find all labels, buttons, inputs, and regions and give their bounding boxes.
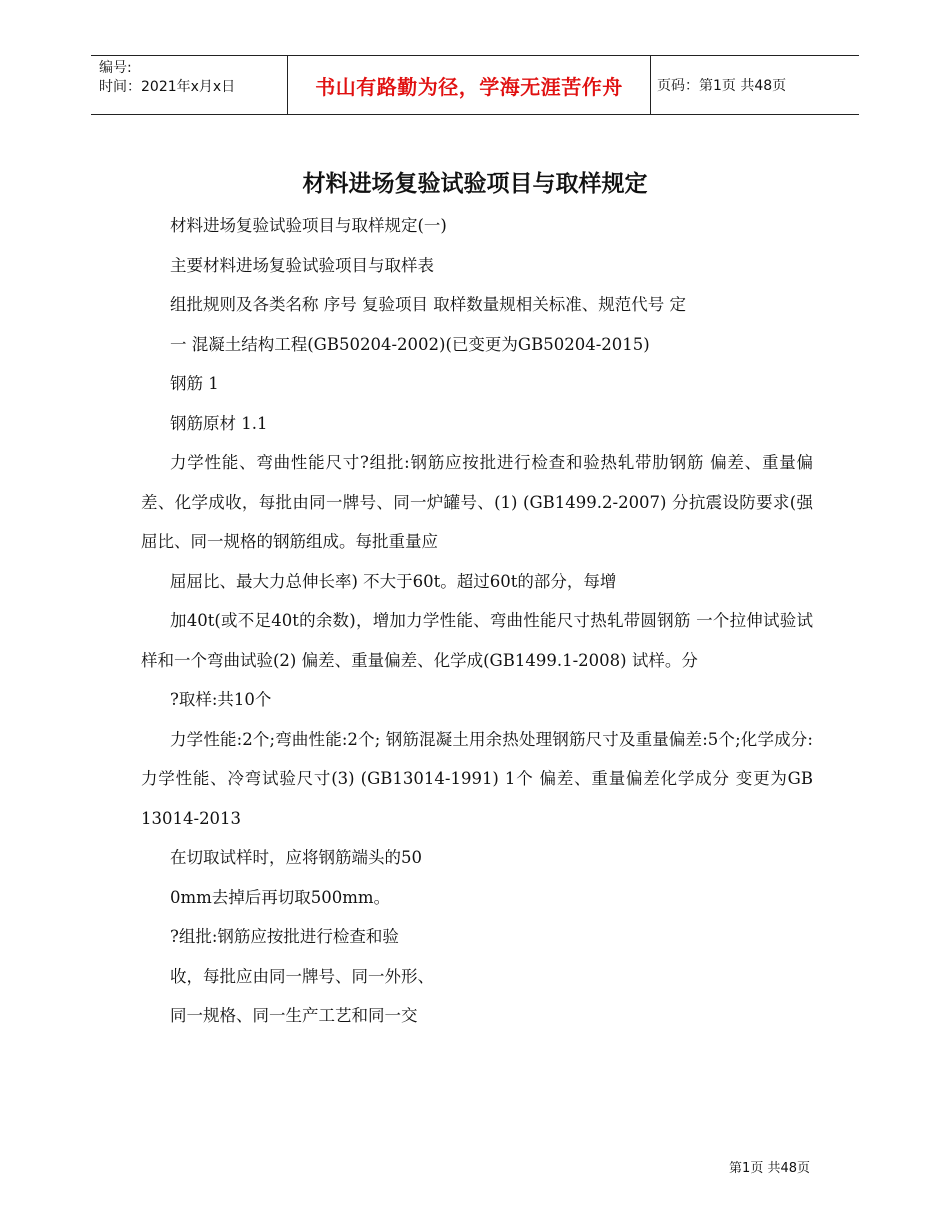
paragraph: 屈屈比、最大力总伸长率) 不大于60t。超过60t的部分，每增 xyxy=(170,571,617,591)
paragraph: 力学性能、弯曲性能尺寸?组批:钢筋应按批进行检查和验热轧带肋钢筋 偏差、重量偏差、化学成收，每批由同一牌号、同一炉罐号、(1) (GB1499.2-2007) 分抗震设防要求(强屈比、同一规格的钢筋组成。每批重量应 xyxy=(141,453,813,551)
paragraph: 钢筋原材 1.1 xyxy=(170,413,268,433)
header-motto: 书山有路勤为径，学海无涯苦作舟 xyxy=(315,74,623,99)
document-time-label: 时间：2021年x月x日 xyxy=(99,79,236,95)
paragraph: 主要材料进场复验试验项目与取样表 xyxy=(170,255,434,275)
paragraph: 力学性能:2个;弯曲性能:2个; 钢筋混凝土用余热处理钢筋尺寸及重量偏差:5个;化学成分:力学性能、冷弯试验尺寸(3) (GB13014-1991) 1个 偏差、重量偏差化学成分 变更为GB 13014-2013 xyxy=(141,729,813,828)
header-page-info: 页码：第1页 共48页 xyxy=(657,78,787,94)
paragraph: 组批规则及各类名称 序号 复验项目 取样数量规相关标准、规范代号 定 xyxy=(170,295,686,314)
paragraph: ?组批:钢筋应按批进行检查和验 xyxy=(170,927,399,946)
paragraph: 加40t(或不足40t的余数)，增加力学性能、弯曲性能尺寸热轧带圆钢筋 一个拉伸试验试样和一个弯曲试验(2) 偏差、重量偏差、化学成(GB1499.1-2008) 试样。分 xyxy=(141,611,813,670)
paragraph: 材料进场复验试验项目与取样规定(一) xyxy=(170,216,447,235)
document-title: 材料进场复验试验项目与取样规定 xyxy=(302,171,648,197)
paragraph: 钢筋 1 xyxy=(170,374,219,393)
paragraph: 收，每批应由同一牌号、同一外形、 xyxy=(170,966,434,986)
paragraph: 同一规格、同一生产工艺和同一交 xyxy=(170,1006,418,1025)
page-header xyxy=(91,55,859,115)
header-motto-cell xyxy=(287,56,651,114)
document-body xyxy=(141,206,813,1036)
header-meta xyxy=(99,59,289,97)
document-number-label: 编号: xyxy=(99,60,132,76)
paragraph: 一 混凝土结构工程(GB50204-2002)(已变更为GB50204-2015) xyxy=(170,334,650,354)
paragraph: ?取样:共10个 xyxy=(170,690,272,709)
paragraph: 0mm去掉后再切取500mm。 xyxy=(170,887,391,907)
page-footer: 第1页 共48页 xyxy=(729,1161,810,1176)
paragraph: 在切取试样时，应将钢筋端头的50 xyxy=(170,848,422,867)
